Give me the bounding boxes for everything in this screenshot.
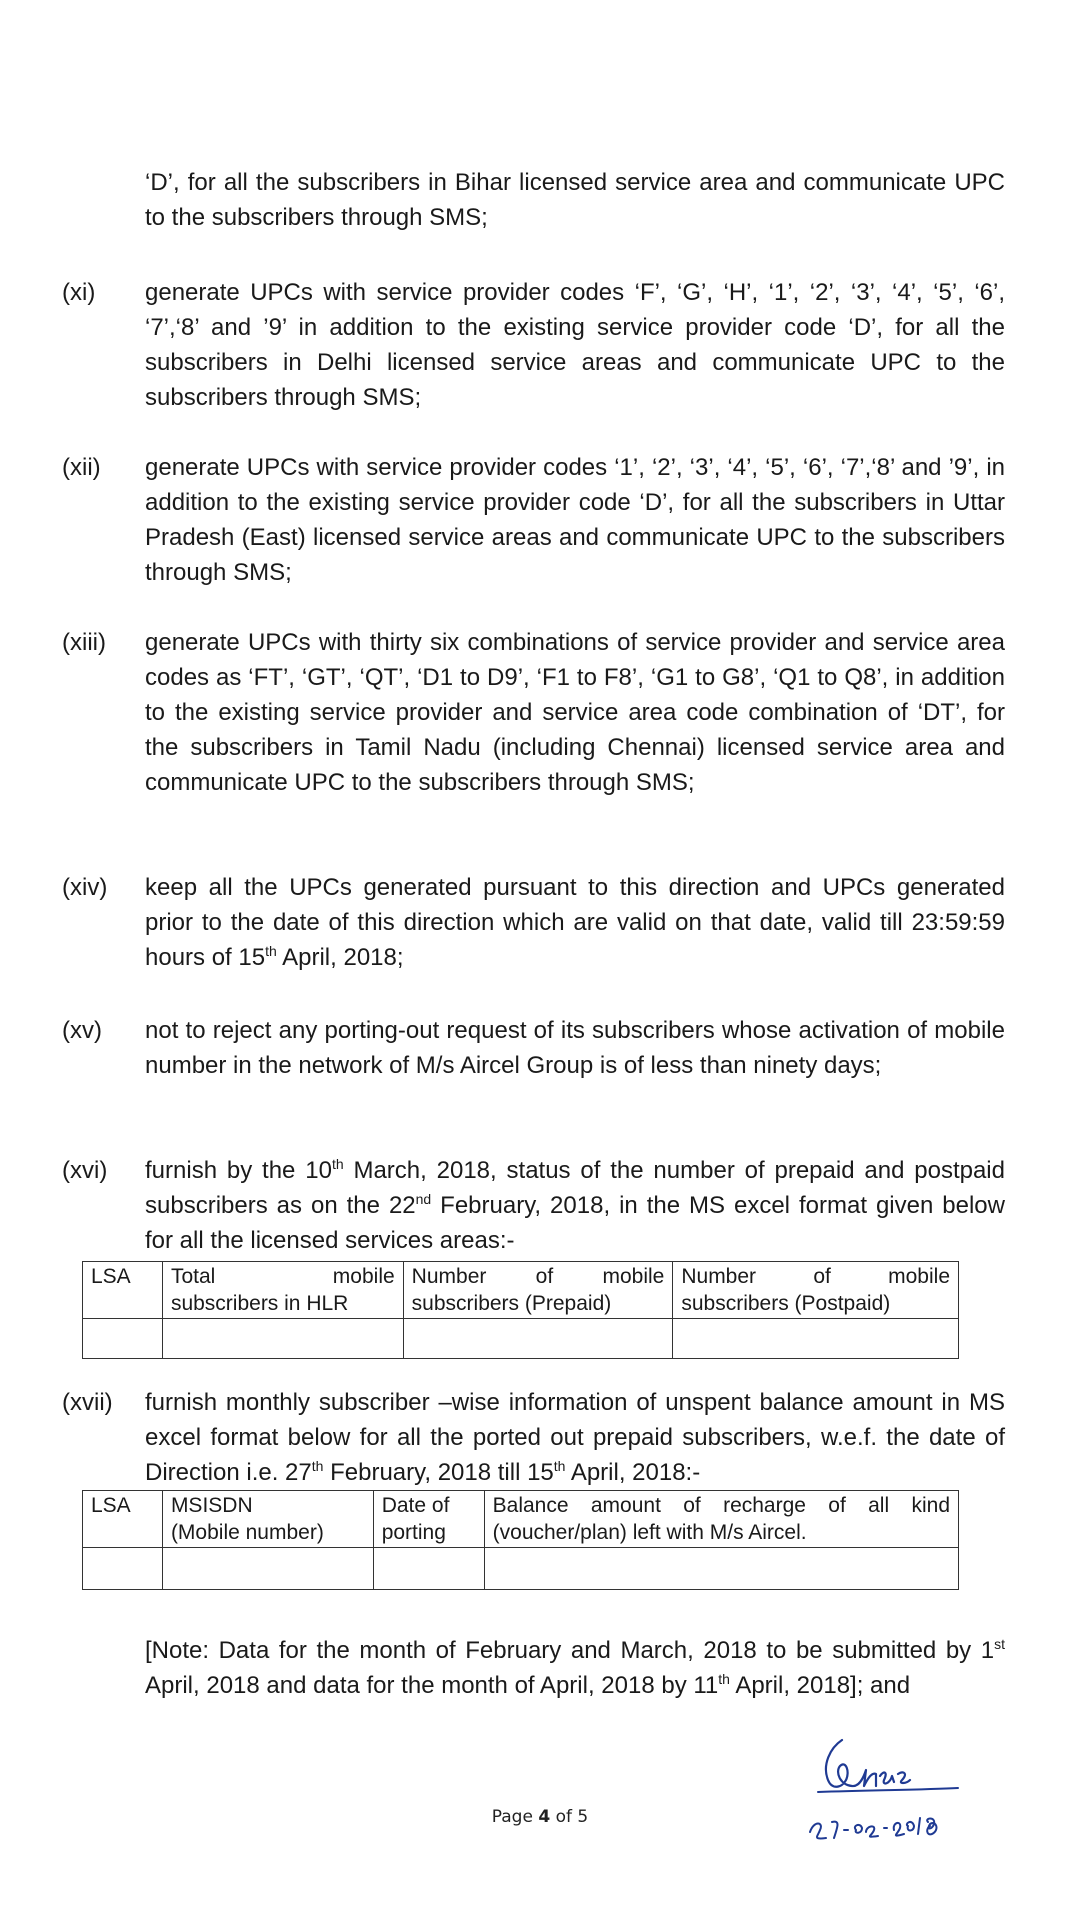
subscriber-count-table (82, 1261, 959, 1359)
empty-cell (83, 1548, 163, 1590)
empty-cell (484, 1548, 958, 1590)
list-item-xvi (62, 1153, 1005, 1258)
page-number: 4 (538, 1807, 551, 1827)
superscript: th (718, 1671, 730, 1687)
header-cell: Balance amount of recharge of all kind (voucher/plan) left with M/s Aircel. (484, 1491, 958, 1548)
item-text: furnish by the 10th March, 2018, status of the number of prepaid and postpaid subscribers as on the 22nd February, 2018, in the MS excel format given below for all the licensed services areas:- (145, 1156, 1005, 1254)
empty-cell (373, 1548, 484, 1590)
superscript: nd (415, 1191, 432, 1207)
table-row (83, 1319, 959, 1359)
list-item-xvii (62, 1385, 1005, 1490)
empty-cell (83, 1319, 163, 1359)
list-item-xv (62, 1013, 1005, 1083)
item-number: (xiii) (62, 629, 106, 656)
superscript: th (311, 1458, 324, 1474)
superscript: th (553, 1458, 566, 1474)
empty-cell (673, 1319, 959, 1359)
list-item-xiii (62, 625, 1005, 800)
item-number: (xiv) (62, 874, 108, 901)
item-number: (xvii) (62, 1389, 113, 1416)
empty-cell (162, 1319, 403, 1359)
table-header-row (83, 1262, 959, 1319)
header-cell: Number of mobile subscribers (Prepaid) (403, 1262, 673, 1319)
header-cell: Date of porting (373, 1491, 484, 1548)
item-text: generate UPCs with service provider codes ‘F’, ‘G’, ‘H’, ‘1’, ‘2’, ‘3’, ‘4’, ‘5’, ‘6’, ‘7’,‘8’ and ’9’ in addition to the existing service provider code ‘D’, for all the subscribers in Delhi licensed service areas and communicate UPC to the subscribers through SMS; (145, 279, 1005, 411)
item-number: (xv) (62, 1017, 102, 1044)
item-number: (xii) (62, 454, 101, 481)
item-text: generate UPCs with service provider codes ‘1’, ‘2’, ‘3’, ‘4’, ‘5’, ‘6’, ‘7’,‘8’ and ’9’, in addition to the existing service provider code ‘D’, for all the subscribers in Uttar Pradesh (East) licensed service areas and communicate UPC to the subscribers through SMS; (145, 454, 1005, 586)
list-item-xiv (62, 870, 1005, 975)
empty-cell (162, 1548, 373, 1590)
continuation-paragraph: ‘D’, for all the subscribers in Bihar licensed service area and communicate UPC to the subscribers through SMS; (145, 169, 1005, 231)
superscript: th (331, 1156, 344, 1172)
note-paragraph: [Note: Data for the month of February and March, 2018 to be submitted by 1st April, 2018 and data for the month of April, 2018 by 11th April, 2018]; and (145, 1636, 1005, 1699)
header-cell: Total mobile subscribers in HLR (162, 1262, 403, 1319)
item-text: not to reject any porting-out request of its subscribers whose activation of mobile number in the network of M/s Aircel Group is of less than ninety days; (145, 1017, 1005, 1079)
item-text: keep all the UPCs generated pursuant to this direction and UPCs generated prior to the date of this direction which are valid on that date, valid till 23:59:59 hours of 15th April, 2018; (145, 874, 1005, 971)
list-item-xi (62, 275, 1005, 415)
page-footer: Page 4 of 5 (491, 1807, 589, 1827)
page-total: 5 (577, 1807, 589, 1827)
item-number: (xi) (62, 279, 96, 306)
header-cell: Number of mobile subscribers (Postpaid) (673, 1262, 959, 1319)
table-row (83, 1548, 959, 1590)
superscript: st (994, 1636, 1005, 1652)
item-text: furnish monthly subscriber –wise information of unspent balance amount in MS excel format below for all the ported out prepaid subscribers, w.e.f. the date of Direction i.e. 27th February, 2018 till 15th April, 2018:- (145, 1389, 1005, 1486)
superscript: th (265, 943, 277, 959)
handwritten-signature (780, 1730, 1000, 1850)
list-item-xii (62, 450, 1005, 590)
item-number: (xvi) (62, 1157, 108, 1184)
table-header-row (83, 1491, 959, 1548)
item-text: generate UPCs with thirty six combinations of service provider and service area codes as ‘FT’, ‘GT’, ‘QT’, ‘D1 to D9’, ‘F1 to F8’, ‘G1 to G8’, ‘Q1 to Q8’, in addition to the existing service provider and service area code combination of ‘DT’, for the subscribers in Tamil Nadu (including Chennai) licensed service area and communicate UPC to the subscribers through SMS; (145, 629, 1005, 796)
empty-cell (403, 1319, 673, 1359)
header-cell: MSISDN (Mobile number) (162, 1491, 373, 1548)
unspent-balance-table (82, 1490, 959, 1590)
header-cell: LSA (83, 1262, 163, 1319)
header-cell: LSA (83, 1491, 163, 1548)
